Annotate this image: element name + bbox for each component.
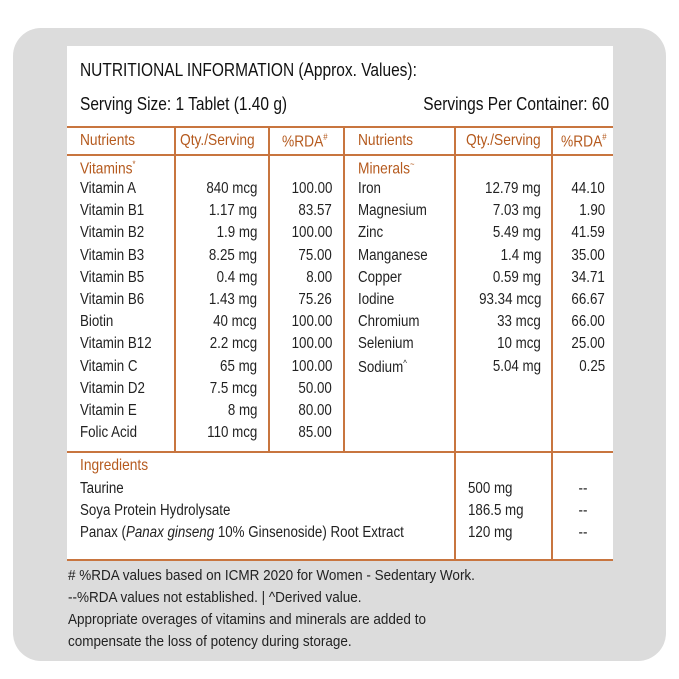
vitamin-name: Vitamin D2 <box>80 379 145 397</box>
vitamin-rda: 100.00 <box>291 335 332 353</box>
footnote-line: Appropriate overages of vitamins and minerals are added to <box>68 611 426 628</box>
header-rda-left: %RDA# <box>282 132 328 151</box>
vitamin-name: Biotin <box>80 313 114 331</box>
vitamin-name: Vitamin B3 <box>80 246 145 264</box>
vitamin-rda: 100.00 <box>291 224 332 242</box>
vitamins-heading: Vitamins* <box>80 159 136 178</box>
header-bottom-rule <box>67 154 613 156</box>
header-rda-right: %RDA# <box>561 132 607 151</box>
table-bottom-rule <box>67 559 613 561</box>
ingredients-top-rule <box>67 451 613 453</box>
ingredient-rda: -- <box>578 524 588 542</box>
mineral-name: Zinc <box>358 224 384 242</box>
vitamin-rda: 100.00 <box>291 180 332 197</box>
col-rule-1 <box>174 127 176 451</box>
nutrition-panel <box>67 46 613 561</box>
table-top-rule <box>67 126 613 128</box>
mineral-qty: 5.49 mg <box>492 224 541 242</box>
vitamin-name: Vitamin E <box>80 402 137 419</box>
header-qty-right: Qty./Serving <box>466 132 541 149</box>
vitamin-name: Vitamin C <box>80 357 138 375</box>
header-nutrients-right: Nutrients <box>358 132 414 149</box>
header-qty-left: Qty./Serving <box>180 132 255 149</box>
mineral-name: Magnesium <box>358 202 427 220</box>
vitamin-rda: 83.57 <box>298 202 332 220</box>
vitamin-name: Vitamin B12 <box>80 335 152 353</box>
vitamin-name: Vitamin B2 <box>80 224 145 242</box>
vitamin-name: Vitamin B5 <box>80 268 145 286</box>
mineral-name: Iron <box>358 180 381 197</box>
ingredient-name: Panax (Panax ginseng 10% Ginsenoside) Root Extract <box>80 524 404 542</box>
footnote-line: --%RDA values not established. | ^Derived value. <box>68 589 362 606</box>
col-rule-4 <box>454 127 456 560</box>
mineral-qty: 93.34 mcg <box>478 291 541 308</box>
header-nutrients-left: Nutrients <box>80 132 136 149</box>
ingredients-heading: Ingredients <box>80 457 149 474</box>
mineral-name: Chromium <box>358 313 420 331</box>
ingredient-name: Taurine <box>80 480 124 497</box>
vitamin-qty: 2.2 mcg <box>209 335 257 353</box>
vitamin-qty: 1.9 mg <box>216 224 257 242</box>
ingredient-rda: -- <box>578 502 588 520</box>
mineral-rda: 0.25 <box>579 357 605 375</box>
col-rule-2 <box>268 127 270 451</box>
col-rule-3 <box>343 127 345 451</box>
mineral-rda: 66.67 <box>571 291 605 308</box>
ingredient-qty: 186.5 mg <box>468 502 524 520</box>
mineral-qty: 0.59 mg <box>492 268 541 286</box>
vitamin-qty: 1.43 mg <box>208 291 257 308</box>
vitamin-rda: 100.00 <box>291 313 332 331</box>
servings-per-container: Servings Per Container: 60 <box>423 94 609 114</box>
footnote-line: # %RDA values based on ICMR 2020 for Women - Sedentary Work. <box>68 567 475 584</box>
mineral-rda: 35.00 <box>571 246 605 264</box>
vitamin-rda: 50.00 <box>298 379 332 397</box>
mineral-rda: 1.90 <box>579 202 605 220</box>
vitamin-rda: 85.00 <box>298 424 332 442</box>
mineral-rda: 44.10 <box>571 180 605 197</box>
mineral-qty: 1.4 mg <box>500 246 541 264</box>
vitamin-name: Vitamin B6 <box>80 291 145 308</box>
mineral-name: Copper <box>358 268 402 286</box>
vitamin-qty: 840 mcg <box>205 180 257 197</box>
mineral-rda: 25.00 <box>571 335 605 353</box>
vitamin-qty: 65 mg <box>219 357 257 375</box>
col-rule-5 <box>551 127 553 560</box>
ingredient-name: Soya Protein Hydrolysate <box>80 502 231 520</box>
vitamin-rda: 75.00 <box>298 246 332 264</box>
vitamin-qty: 1.17 mg <box>208 202 257 220</box>
vitamin-name: Vitamin A <box>80 180 137 197</box>
vitamin-rda: 100.00 <box>291 357 332 375</box>
mineral-rda: 41.59 <box>571 224 605 242</box>
vitamin-name: Folic Acid <box>80 424 138 442</box>
mineral-name: Sodium^ <box>358 357 407 376</box>
vitamin-qty: 8 mg <box>227 402 257 419</box>
serving-size: Serving Size: 1 Tablet (1.40 g) <box>80 94 288 114</box>
mineral-qty: 33 mcg <box>497 313 541 331</box>
mineral-rda: 66.00 <box>571 313 605 331</box>
vitamin-qty: 110 mcg <box>206 424 257 442</box>
ingredient-qty: 500 mg <box>468 480 513 497</box>
vitamin-name: Vitamin B1 <box>80 202 145 220</box>
vitamin-qty: 0.4 mg <box>216 268 257 286</box>
vitamin-qty: 8.25 mg <box>208 246 257 264</box>
ingredient-qty: 120 mg <box>468 524 513 542</box>
vitamin-rda: 80.00 <box>298 402 332 419</box>
mineral-rda: 34.71 <box>571 268 605 286</box>
footnote-line: compensate the loss of potency during storage. <box>68 633 352 650</box>
mineral-qty: 12.79 mg <box>485 180 541 197</box>
mineral-name: Manganese <box>358 246 428 264</box>
mineral-name: Selenium <box>358 335 414 353</box>
mineral-name: Iodine <box>358 291 395 308</box>
mineral-qty: 7.03 mg <box>492 202 541 220</box>
vitamin-rda: 75.26 <box>298 291 332 308</box>
vitamin-rda: 8.00 <box>306 268 332 286</box>
vitamin-qty: 7.5 mcg <box>209 379 257 397</box>
minerals-heading: Minerals~ <box>358 159 415 178</box>
mineral-qty: 5.04 mg <box>492 357 541 375</box>
ingredient-rda: -- <box>578 480 588 497</box>
panel-title: NUTRITIONAL INFORMATION (Approx. Values): <box>80 60 417 80</box>
mineral-qty: 10 mcg <box>497 335 541 353</box>
vitamin-qty: 40 mcg <box>213 313 257 331</box>
